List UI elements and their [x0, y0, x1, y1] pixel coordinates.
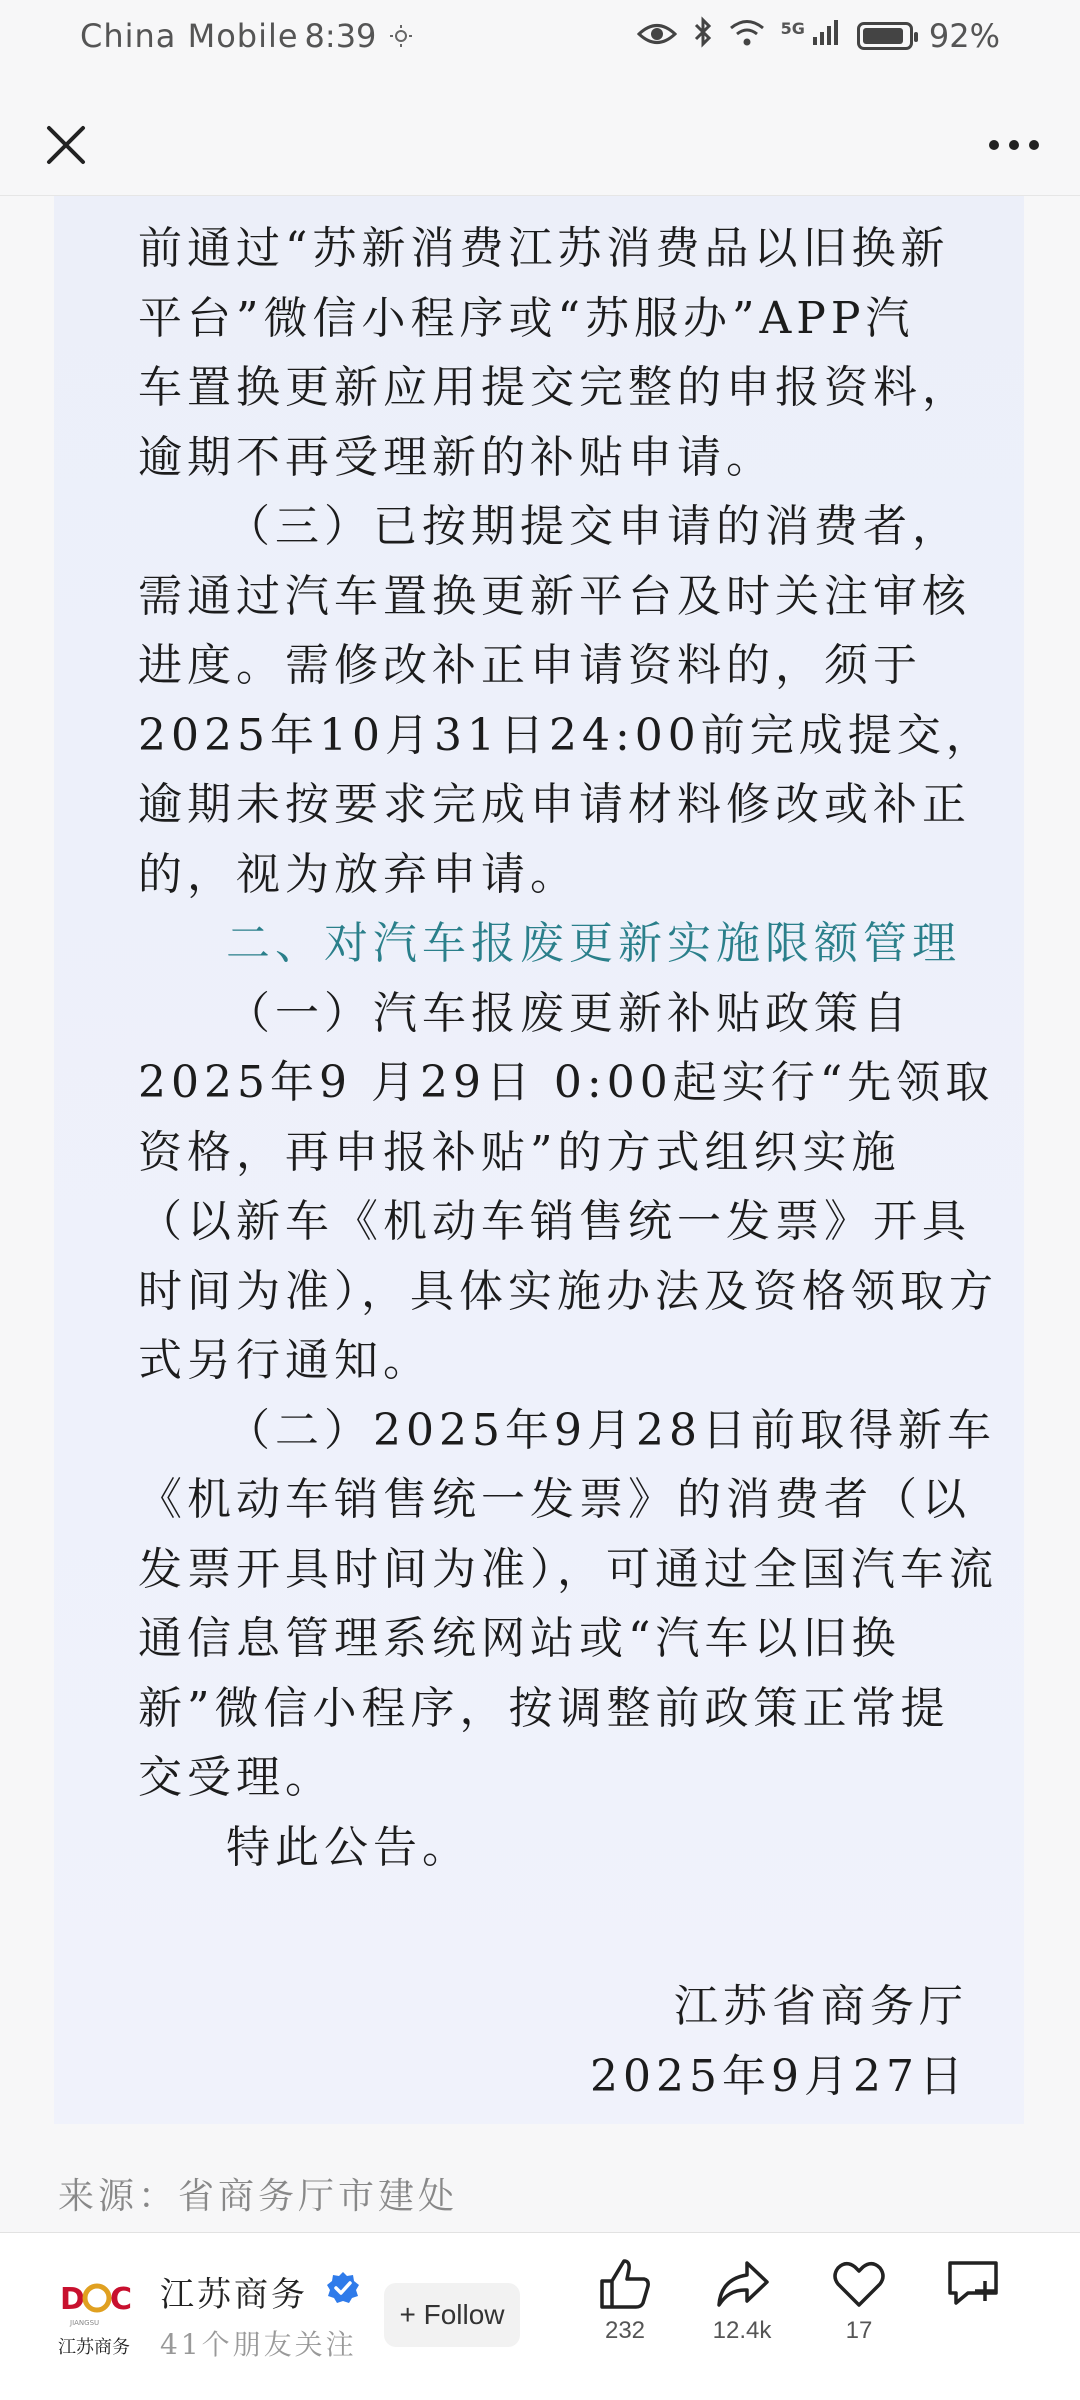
comment-add-icon: [944, 2255, 1002, 2313]
bluetooth-icon: [693, 16, 713, 56]
share-arrow-icon: [713, 2255, 771, 2313]
friends-following-text: 41个朋友关注: [160, 2328, 357, 2361]
battery-fill: [863, 28, 903, 44]
account-name[interactable]: 江苏商务: [160, 2275, 308, 2315]
svg-text:江苏商务: 江苏商务: [58, 2337, 130, 2358]
svg-text:C: C: [110, 2282, 133, 2317]
favorite-button[interactable]: [814, 2255, 904, 2345]
wifi-icon: [729, 17, 765, 55]
more-dots-icon: [988, 139, 1040, 151]
document-text: [138, 214, 998, 2111]
doc-line: 前通过“苏新消费江苏消费品以旧换新: [138, 223, 950, 274]
share-button[interactable]: [697, 2255, 787, 2345]
battery-icon: [857, 22, 913, 50]
network-type: 5G: [780, 18, 805, 38]
follow-button[interactable]: + Follow: [384, 2283, 520, 2347]
carrier-label: China Mobile: [80, 17, 299, 55]
close-icon: [45, 124, 87, 166]
favorite-count: 17: [845, 2317, 873, 2344]
signature-date: 2025年9月27日: [590, 2050, 968, 2102]
doc-heading-2: 二、对汽车报废更新实施限额管理: [226, 918, 961, 969]
doc-line: 车置换更新应用提交完整的申报资料，: [138, 362, 971, 413]
close-button[interactable]: [36, 115, 96, 175]
source-line: 来源：省商务厅市建处: [58, 2176, 459, 2217]
signature-org: 江苏省商务厅: [674, 1981, 968, 2032]
account-logo[interactable]: [58, 2271, 136, 2361]
bottom-bar: [0, 2232, 1080, 2400]
more-button[interactable]: [984, 115, 1044, 175]
heart-icon: [830, 2255, 888, 2313]
doc-closing: 特此公告。: [226, 1821, 471, 1873]
doc-line: 逾期不再受理新的补贴申请。: [138, 431, 775, 483]
like-count: 232: [604, 2317, 646, 2344]
doc-paragraph-2-1: （一）汽车报废更新补贴政策自2025年9 月29日 0:00起实行“先领取资格，再申报补贴”的方式组织实施（以新车《机动车销售统一发票》开具时间为准），具体实施办法及资格领取方式另行通知。: [138, 987, 998, 1386]
doc-line: 平台”微信小程序或“苏服办”APP汽: [138, 292, 915, 344]
brightness-icon: [390, 17, 412, 55]
document-image[interactable]: [54, 196, 1024, 2124]
verified-icon: [326, 2271, 360, 2305]
svg-text:D: D: [60, 2282, 85, 2317]
doc-paragraph-2-2: （二）2025年9月28日前取得新车《机动车销售统一发票》的消费者（以发票开具时间为准），可通过全国汽车流通信息管理系统网站或“汽车以旧换新”微信小程序，按调整前政策正常提交受理。: [138, 1404, 998, 1803]
share-count: 12.4k: [712, 2317, 772, 2344]
comment-button[interactable]: [928, 2255, 1018, 2317]
signal-icon: [811, 17, 841, 55]
spacer: [138, 1882, 998, 1972]
thumbs-up-icon: [596, 2255, 654, 2313]
top-bar: [0, 90, 1080, 200]
svg-text:JIANGSU: JIANGSU: [70, 2319, 100, 2327]
doc-paragraph-3: （三）已按期提交申请的消费者，需通过汽车置换更新平台及时关注审核进度。需修改补正申请资料的，须于2025年10月31日24:00前完成提交，逾期未按要求完成申请材料修改或补正的，视为放弃申请。: [138, 501, 995, 900]
like-button[interactable]: [580, 2255, 670, 2345]
eye-icon: [637, 17, 677, 55]
clock: 8:39: [304, 17, 377, 55]
battery-percent: 92%: [928, 17, 1000, 55]
status-bar: [0, 0, 1080, 72]
